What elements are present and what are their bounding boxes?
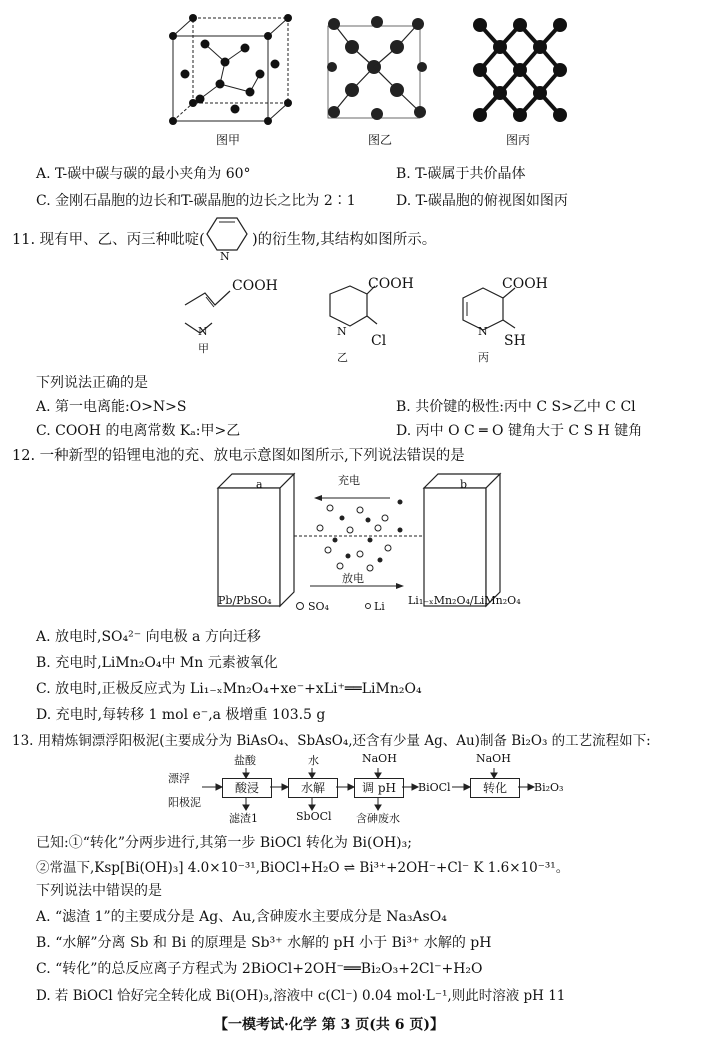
flow-start-2: 阳极泥 bbox=[168, 796, 201, 809]
legend-li: Li bbox=[374, 600, 385, 613]
figure-jia-caption: 图甲 bbox=[216, 133, 241, 147]
q10-option-b: B. T-碳属于共价晶体 bbox=[396, 166, 526, 182]
q13-option-b: B. “水解”分离 Sb 和 Bi 的原理是 Sb³⁺ 水解的 pH 小于 Bi³⁺ 水解的 pH bbox=[36, 935, 492, 951]
yi-n: N bbox=[337, 325, 347, 338]
flow-out-2: SbOCl bbox=[296, 810, 332, 823]
q10-option-a: A. T-碳中碳与碳的最小夹角为 60° bbox=[36, 166, 251, 182]
q11-option-b: B. 共价键的极性:丙中 C S>乙中 C Cl bbox=[396, 399, 636, 415]
figure-bing-caption: 图丙 bbox=[506, 133, 531, 147]
q13-known-2: ②常温下,Ksp[Bi(OH)₃] 4.0×10⁻³¹,BiOCl+H₂O ⇌ Bi³⁺+2OH⁻+Cl⁻ K 1.6×10⁻³¹。 bbox=[36, 860, 570, 876]
q11-stem-a: 11. 现有甲、乙、丙三种吡啶( bbox=[12, 232, 205, 248]
flow-start-1: 漂浮 bbox=[168, 772, 190, 785]
q11-option-a: A. 第一电离能:O>N>S bbox=[36, 399, 187, 415]
flow-box-convert: 转化 bbox=[470, 778, 520, 798]
flow-reagent-4: NaOH bbox=[476, 752, 511, 765]
q11-prompt: 下列说法正确的是 bbox=[36, 375, 148, 391]
jia-cooh: COOH bbox=[232, 278, 278, 294]
jia-n: N bbox=[198, 325, 208, 338]
bing-name: 丙 bbox=[478, 351, 489, 364]
flow-reagent-2: 水 bbox=[308, 754, 319, 767]
figure-yi-caption: 图乙 bbox=[368, 133, 393, 147]
flow-box-adjust-ph: 调 pH bbox=[354, 778, 404, 798]
electrode-b: b bbox=[460, 478, 468, 491]
page-footer: 【一模考试·化学 第 3 页(共 6 页)】 bbox=[214, 1017, 444, 1033]
q13-option-a: A. “滤渣 1”的主要成分是 Ag、Au,含砷废水主要成分是 Na₃AsO₄ bbox=[36, 909, 447, 925]
bing-cooh: COOH bbox=[502, 276, 548, 292]
figure-jia bbox=[165, 14, 295, 126]
q12-stem: 12. 一种新型的铅锂电池的充、放电示意图如图所示,下列说法错误的是 bbox=[12, 448, 465, 464]
pyridine-n: N bbox=[220, 250, 230, 263]
pyridine-ring-icon bbox=[205, 212, 255, 264]
flow-mid-product: BiOCl bbox=[418, 781, 451, 794]
legend-so4: SO₄ bbox=[308, 600, 329, 613]
jia-name: 甲 bbox=[198, 342, 209, 355]
q13-known-1: 已知:①“转化”分两步进行,其第一步 BiOCl 转化为 Bi(OH)₃; bbox=[36, 835, 412, 851]
right-electrode-label: Li₁₋ₓMn₂O₄/LiMn₂O₄ bbox=[408, 594, 521, 607]
q12-option-c: C. 放电时,正极反应式为 Li₁₋ₓMn₂O₄+xe⁻+xLi⁺══LiMn₂O₄ bbox=[36, 681, 422, 697]
discharge-label: 放电 bbox=[342, 572, 364, 585]
q12-option-d: D. 充电时,每转移 1 mol e⁻,a 极增重 103.5 g bbox=[36, 707, 326, 723]
yi-cl: Cl bbox=[371, 333, 387, 349]
flow-final-product: Bi₂O₃ bbox=[534, 781, 564, 794]
bing-n: N bbox=[478, 325, 488, 338]
electrode-a: a bbox=[256, 478, 263, 491]
q13-stem: 13. 用精炼铜漂浮阳极泥(主要成分为 BiAsO₄、SbAsO₄,还含有少量 Ag、Au)制备 Bi₂O₃ 的工艺流程如下: bbox=[12, 733, 651, 749]
yi-cooh: COOH bbox=[368, 276, 414, 292]
q12-option-a: A. 放电时,SO₄²⁻ 向电极 a 方向迁移 bbox=[36, 629, 261, 645]
yi-name: 乙 bbox=[337, 351, 348, 364]
flow-out-3: 含砷废水 bbox=[356, 812, 400, 825]
figure-bing bbox=[470, 15, 570, 125]
figure-yi bbox=[322, 12, 432, 126]
flow-reagent-1: 盐酸 bbox=[234, 754, 256, 767]
left-electrode-label: Pb/PbSO₄ bbox=[218, 594, 272, 607]
q13-option-d: D. 若 BiOCl 恰好完全转化成 Bi(OH)₃,溶液中 c(Cl⁻) 0.04 mol·L⁻¹,则此时溶液 pH 11 bbox=[36, 988, 566, 1004]
q13-prompt: 下列说法中错误的是 bbox=[36, 883, 162, 899]
q11-option-c: C. COOH 的电离常数 Kₐ:甲>乙 bbox=[36, 423, 241, 439]
q10-option-c: C. 金刚石晶胞的边长和T-碳晶胞的边长之比为 2∶1 bbox=[36, 193, 356, 209]
flow-reagent-3: NaOH bbox=[362, 752, 397, 765]
q12-option-b: B. 充电时,LiMn₂O₄中 Mn 元素被氧化 bbox=[36, 655, 278, 671]
flow-box-acid-leach: 酸浸 bbox=[222, 778, 272, 798]
q10-option-d: D. T-碳晶胞的俯视图如图丙 bbox=[396, 193, 568, 209]
charge-label: 充电 bbox=[338, 474, 360, 487]
structure-jia bbox=[180, 285, 290, 345]
q11-stem-b: )的衍生物,其结构如图所示。 bbox=[252, 232, 437, 248]
q11-option-d: D. 丙中 O C ═ O 键角大于 C S H 键角 bbox=[396, 423, 643, 439]
flow-box-hydrolysis: 水解 bbox=[288, 778, 338, 798]
bing-sh: SH bbox=[504, 333, 526, 349]
q13-option-c: C. “转化”的总反应离子方程式为 2BiOCl+2OH⁻══Bi₂O₃+2Cl⁻+H₂O bbox=[36, 961, 483, 977]
flow-out-1: 滤渣1 bbox=[229, 812, 258, 825]
